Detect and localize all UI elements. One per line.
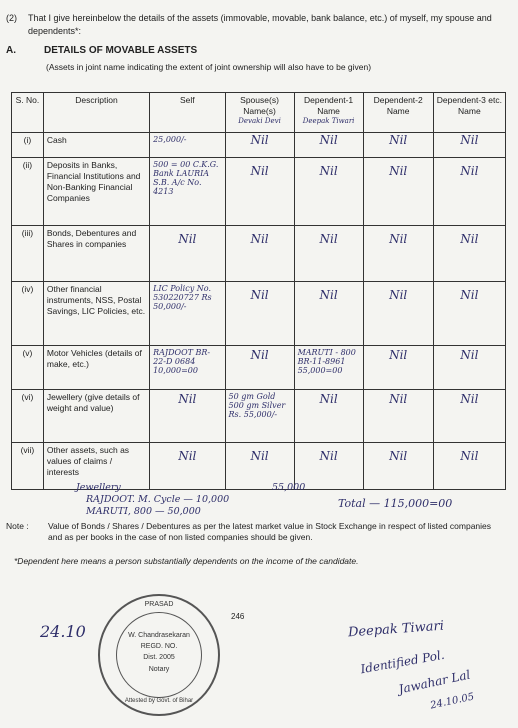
seal-reg: REGD. NO. <box>140 643 178 650</box>
row-spouse <box>225 282 294 346</box>
page-number: 246 <box>231 612 245 621</box>
seal-top-text: PRASAD <box>144 601 174 608</box>
table-row <box>12 282 506 346</box>
section-letter: A. <box>6 45 16 56</box>
seal-role: Notary <box>148 666 170 673</box>
row-self-value: Nil <box>178 392 197 407</box>
section-heading <box>6 45 197 56</box>
row-self <box>150 390 225 443</box>
row-dep1-value: Nil <box>319 288 338 303</box>
identified-by: Jawahar Lal <box>397 667 472 697</box>
row-dep2 <box>363 133 433 158</box>
row-spouse-value: 50 gm Gold 500 gm Silver Rs. 55,000/- <box>228 392 286 420</box>
identified-text: Identified Pol. <box>359 647 446 677</box>
row-sno: (vii) <box>12 442 44 489</box>
left-signature-date: 24.10 <box>40 622 86 641</box>
row-sno: (iii) <box>12 226 44 282</box>
section-subtitle: (Assets in joint name indicating the extent of joint ownership will also have to be given) <box>46 62 372 72</box>
header-sno: S. No. <box>12 93 44 133</box>
row-dep2-value: Nil <box>389 448 408 463</box>
row-dep1 <box>294 133 363 158</box>
row-dep3 <box>433 158 505 226</box>
row-dep2-value: Nil <box>389 392 408 407</box>
header-dep1-handwritten: Deepak Tiwari <box>302 117 355 125</box>
row-self <box>150 346 225 390</box>
row-dep2-value: Nil <box>389 348 408 363</box>
left-signature <box>40 622 86 641</box>
note-label: Note : <box>6 521 29 531</box>
row-self <box>150 226 225 282</box>
row-self-value: Nil <box>178 448 197 463</box>
row-spouse-value: Nil <box>250 348 269 363</box>
row-dep3-value: Nil <box>460 164 479 179</box>
intro-text: That I give hereinbelow the details of the assets (immovable, movable, bank balance, etc.) of myself, my spouse and dependents*: <box>28 13 492 36</box>
header-spouse-handwritten: Devaki Devi <box>238 117 281 125</box>
row-description: Jewellery (give details of weight and value) <box>43 390 149 443</box>
header-description: Description <box>43 93 149 133</box>
row-dep2-value: Nil <box>389 232 408 247</box>
row-description: Other financial instruments, NSS, Postal Savings, LIC Policies, etc. <box>43 282 149 346</box>
row-dep2 <box>363 158 433 226</box>
row-dep2 <box>363 226 433 282</box>
row-description: Cash <box>43 133 149 158</box>
row-dep3-value: Nil <box>460 448 479 463</box>
row-spouse-value: Nil <box>250 448 269 463</box>
note-text: Value of Bonds / Shares / Debentures as per the latest market value in Stock Exchange in respect of listed companies and as per books in the case of non listed companies should be given. <box>48 521 492 542</box>
row-dep2 <box>363 390 433 443</box>
row-dep1 <box>294 390 363 443</box>
row-dep2 <box>363 346 433 390</box>
notary-seal <box>98 594 220 716</box>
note-paragraph <box>6 521 506 543</box>
row-dep3-value: Nil <box>460 348 479 363</box>
row-dep3-value: Nil <box>460 288 479 303</box>
row-dep2-value: Nil <box>389 133 408 147</box>
row-dep1-value: Nil <box>319 392 338 407</box>
row-dep2 <box>363 282 433 346</box>
table-row <box>12 133 506 158</box>
row-dep3 <box>433 346 505 390</box>
row-description: Motor Vehicles (details of make, etc.) <box>43 346 149 390</box>
row-dep1 <box>294 226 363 282</box>
row-dep3 <box>433 282 505 346</box>
row-self-value: 25,000/- <box>153 135 187 144</box>
section-title: DETAILS OF MOVABLE ASSETS <box>44 45 198 56</box>
row-dep1-value: MARUTI - 800 BR-11-8961 55,000=00 <box>297 348 356 376</box>
seal-mid: Dist. 2005 <box>143 654 175 661</box>
row-dep3 <box>433 133 505 158</box>
header-spouse <box>225 93 294 133</box>
header-dependent-1 <box>294 93 363 133</box>
row-spouse-value: Nil <box>250 133 269 147</box>
row-dep1-value: Nil <box>319 232 338 247</box>
row-dep3 <box>433 390 505 443</box>
table-row <box>12 346 506 390</box>
table-row <box>12 158 506 226</box>
seal-name: W. Chandrasekaran <box>128 632 190 639</box>
row-dep1-value: Nil <box>319 164 338 179</box>
summary-rajdoot: RAJDOOT. M. Cycle — 10,000 <box>86 494 230 505</box>
row-self <box>150 282 225 346</box>
row-self-value: RAJDOOT BR-22-D 0684 10,000=00 <box>153 348 211 376</box>
row-self-value: 500 = 00 C.K.G. Bank LAURIA S.B. A/c No. 4213 <box>153 160 219 197</box>
dependent-footnote: *Dependent here means a person substantially dependents on the income of the candidate. <box>14 556 359 566</box>
row-self-value: LIC Policy No. 530220727 Rs 50,000/- <box>153 284 212 312</box>
row-spouse <box>225 346 294 390</box>
row-dep1 <box>294 346 363 390</box>
row-self <box>150 133 225 158</box>
row-description: Bonds, Debentures and Shares in companies <box>43 226 149 282</box>
intro-paragraph <box>6 12 511 38</box>
identified-date: 24.10.05 <box>429 691 476 712</box>
row-dep3-value: Nil <box>460 133 479 147</box>
right-signature: Deepak Tiwari <box>347 618 445 641</box>
row-spouse-value: Nil <box>250 164 269 179</box>
intro-number: (2) <box>6 13 17 23</box>
row-self-value: Nil <box>178 232 197 247</box>
seal-bottom-text: Attested by Govt. of Bihar <box>124 698 194 704</box>
row-dep1 <box>294 282 363 346</box>
table-row <box>12 390 506 443</box>
summary-maruti: MARUTI, 800 — 50,000 <box>86 506 201 517</box>
header-self: Self <box>150 93 225 133</box>
row-description: Deposits in Banks, Financial Institutions and Non-Banking Financial Companies <box>43 158 149 226</box>
row-dep3-value: Nil <box>460 392 479 407</box>
row-sno: (ii) <box>12 158 44 226</box>
row-description: Other assets, such as values of claims / interests <box>43 442 149 489</box>
row-spouse <box>225 158 294 226</box>
header-dependent-3: Dependent-3 etc. Name <box>433 93 505 133</box>
row-dep2-value: Nil <box>389 164 408 179</box>
movable-assets-table <box>11 92 506 490</box>
row-spouse-value: Nil <box>250 288 269 303</box>
row-sno: (v) <box>12 346 44 390</box>
summary-jewellery: Jewellery <box>76 482 121 493</box>
summary-jewellery-amount: 55,000 <box>272 482 306 493</box>
handwritten-summary <box>76 482 516 524</box>
row-sno: (iv) <box>12 282 44 346</box>
row-sno: (vi) <box>12 390 44 443</box>
row-dep3 <box>433 226 505 282</box>
summary-total: Total — 115,000=00 <box>338 497 453 510</box>
row-dep1-value: Nil <box>319 448 338 463</box>
table-row <box>12 226 506 282</box>
header-dependent-2: Dependent-2 Name <box>363 93 433 133</box>
row-spouse <box>225 133 294 158</box>
row-spouse <box>225 226 294 282</box>
row-spouse <box>225 390 294 443</box>
row-sno: (i) <box>12 133 44 158</box>
table-header-row <box>12 93 506 133</box>
row-spouse-value: Nil <box>250 232 269 247</box>
row-dep3-value: Nil <box>460 232 479 247</box>
header-spouse-label: Spouse(s) Name(s) <box>240 95 279 116</box>
row-self <box>150 158 225 226</box>
row-dep2-value: Nil <box>389 288 408 303</box>
header-dep1-label: Dependent-1 Name <box>304 95 354 116</box>
row-dep1 <box>294 158 363 226</box>
row-dep1-value: Nil <box>319 133 338 147</box>
